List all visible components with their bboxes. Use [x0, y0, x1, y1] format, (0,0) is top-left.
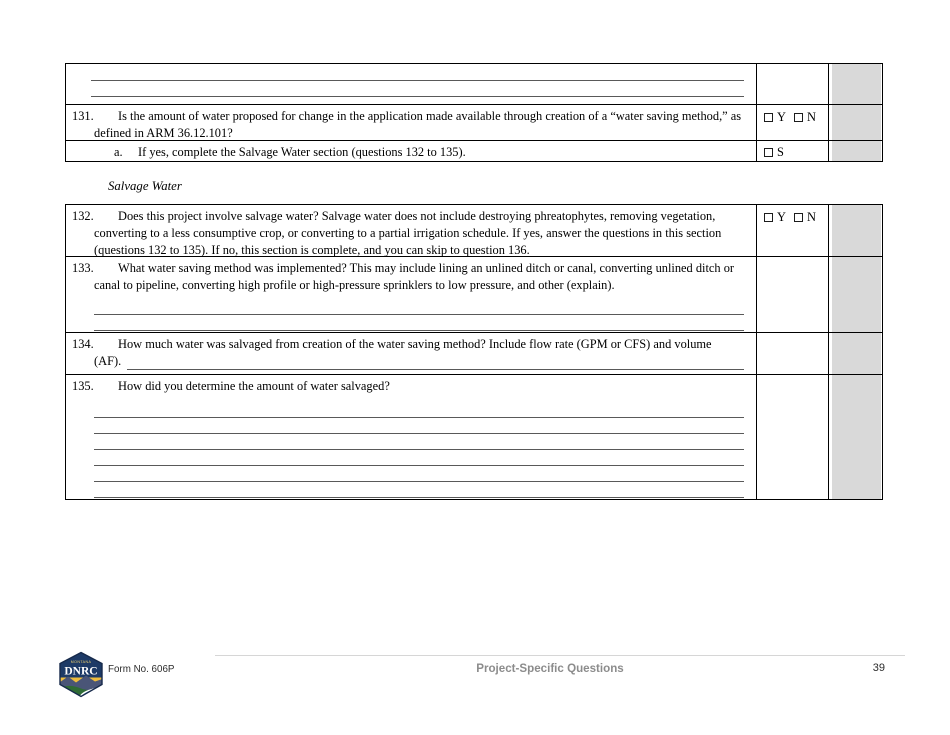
write-in-lines: [94, 299, 744, 331]
checkbox-cell: [756, 105, 828, 140]
fill-line[interactable]: [94, 466, 744, 482]
svg-text:DNRC: DNRC: [64, 665, 98, 678]
write-in-lines: [94, 402, 744, 498]
checkbox-cell: [756, 141, 828, 161]
checkbox-yes[interactable]: [764, 213, 773, 222]
office-use-cell: [828, 257, 881, 332]
checkbox-no-label: N: [806, 110, 816, 124]
checkbox-cell: [756, 375, 828, 499]
question-number: 132.: [72, 209, 94, 223]
checkbox-s[interactable]: [764, 148, 773, 157]
office-use-cell: [828, 141, 881, 161]
write-in-lines: [127, 355, 744, 370]
fill-line[interactable]: [94, 482, 744, 498]
office-use-cell: [828, 333, 881, 374]
question-cell: [66, 205, 756, 256]
question-row-133: [66, 256, 882, 332]
question-text: Does this project involve salvage water? Salvage water does not include destroying phreatophytes, removing vegetation, converting to a less consumptive crop, or converting to a partial irrigation schedule. If yes, answer the questions in this section (questions 132 to 135). If no, this section is complete, and you can skip to question 136.: [94, 209, 722, 257]
fill-line[interactable]: [94, 434, 744, 450]
checkbox-no[interactable]: [794, 113, 803, 122]
checkbox-cell: [756, 205, 828, 256]
checkbox-yes-label: Y: [777, 110, 786, 124]
office-use-cell: [828, 64, 881, 104]
question-text: If yes, complete the Salvage Water section (questions 132 to 135).: [138, 145, 466, 159]
question-row-131a: [66, 140, 882, 161]
section-heading: Salvage Water: [108, 179, 182, 193]
question-number: 134.: [72, 337, 94, 351]
checkbox-cell: [756, 64, 828, 104]
office-use-cell: [828, 205, 881, 256]
fill-line[interactable]: [94, 315, 744, 331]
fill-line[interactable]: [127, 355, 744, 370]
svg-text:MONTANA: MONTANA: [70, 660, 92, 664]
checkbox-s-label: S: [777, 145, 784, 159]
checkbox-yes[interactable]: [764, 113, 773, 122]
fill-line[interactable]: [94, 299, 744, 315]
form-number: Form No. 606P: [108, 664, 175, 675]
write-in-lines: [91, 64, 744, 97]
question-cell: [66, 105, 756, 140]
checkbox-cell: [756, 257, 828, 332]
dnrc-logo-icon: [58, 651, 104, 698]
question-row-134: [66, 332, 882, 374]
fill-line[interactable]: [91, 65, 744, 81]
question-number: 131.: [72, 109, 94, 123]
question-cell: [66, 375, 756, 499]
fill-line[interactable]: [94, 450, 744, 466]
question-text-suffix: (AF).: [94, 354, 122, 368]
page-number: 39: [872, 662, 885, 674]
fill-line[interactable]: [94, 402, 744, 418]
question-row-135: [66, 374, 882, 499]
salvage-water-table: [65, 204, 883, 500]
question-cell: [66, 333, 756, 374]
question-number: 135.: [72, 379, 94, 393]
question-number: a.: [114, 145, 123, 159]
footer-section-title: Project-Specific Questions: [476, 662, 624, 675]
question-row-132: [66, 205, 882, 256]
questions-table-continuation: [65, 63, 883, 162]
question-row-131: [66, 104, 882, 140]
checkbox-no-label: N: [806, 210, 816, 224]
footer-divider: [215, 655, 905, 656]
question-text: Is the amount of water proposed for change in the application made available through creation of a “water saving method,” as defined in ARM 36.12.101?: [94, 109, 742, 140]
question-text: How much water was salvaged from creation of the water saving method? Include flow rate (GPM or CFS) and volume: [118, 337, 712, 351]
question-text: How did you determine the amount of water salvaged?: [118, 379, 390, 393]
checkbox-yes-label: Y: [777, 210, 786, 224]
checkbox-no[interactable]: [794, 213, 803, 222]
checkbox-cell: [756, 333, 828, 374]
question-text: What water saving method was implemented? This may include lining an unlined ditch or canal, converting unlined ditch or canal to pipeline, converting high profile or high-pressure sprinklers to low pressure, and other (explain).: [94, 261, 735, 292]
question-cell: [66, 64, 756, 104]
question-cell: [66, 257, 756, 332]
fill-line[interactable]: [94, 418, 744, 434]
office-use-cell: [828, 375, 881, 499]
question-row-blank-continuation: [66, 64, 882, 104]
fill-line[interactable]: [91, 81, 744, 97]
question-cell: [66, 141, 756, 161]
office-use-cell: [828, 105, 881, 140]
question-number: 133.: [72, 261, 94, 275]
